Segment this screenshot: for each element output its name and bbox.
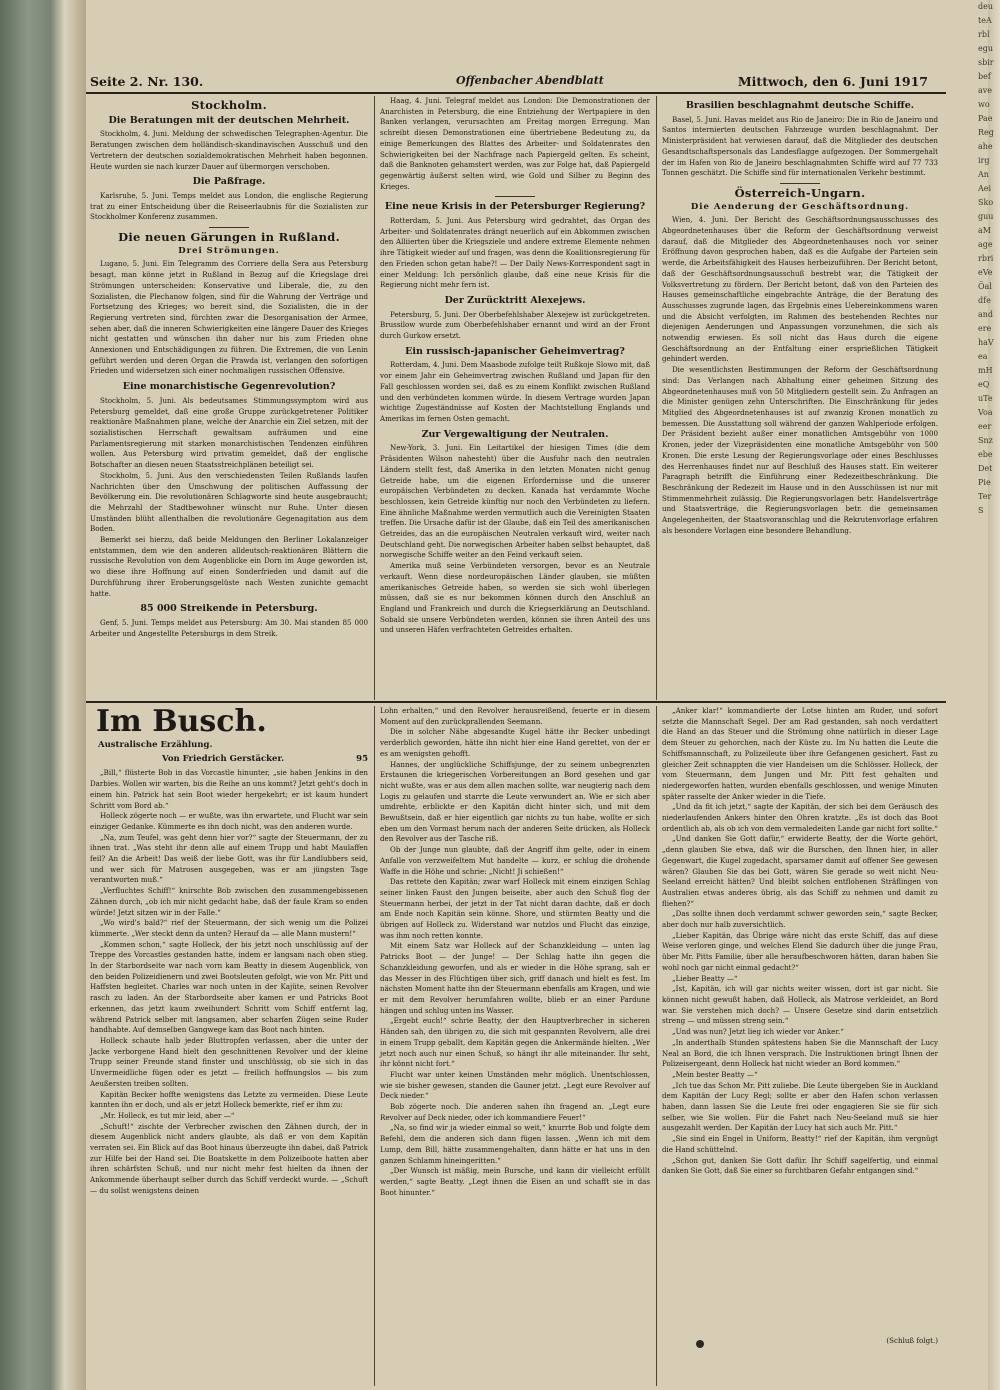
next-page-bleed-text: deuteArblegusbirbefavewoPaeRegaheirgAnAeiSkoguuaMagerbrieVeÖaldfeanderehaVeamHeQuTeVoaeerSnzebeDetPieTerS bbox=[978, 2, 994, 515]
story-paragraph: „Verfluchtes Schiff!“ knirschte Bob zwischen den zusammengebissenen Zähnen durch, „ob ich mir nicht gedacht habe, daß der faule Kram so enden würde! Jetzt sitzen wir in der Falle.“ bbox=[90, 886, 368, 917]
story-paragraph: „Schuft!“ zischte der Verbrecher zwischen den Zähnen durch, der in diesem Augenblick nicht anders glaubte, als daß er von dem Kapitän verraten sei. Ein Blick auf das Boot hinaus überzeugte ihn dabei, daß Patrick zur Hilfe bei der Hand sei. Die Boatskette in dem Polizeiboote hatten aber ihren schärfsten Schuß, und nur nicht mehr fest hielten da ihnen der Ankommende überhaupt selber durch das Schiff verdeckt wurde. — „Schuft — du sollst wenigstens deinen bbox=[90, 1121, 368, 1195]
story-paragraph: Flucht war unter keinen Umständen mehr möglich. Unentschlossen, wie sie bisher gewesen, standen die Gauner jetzt. „Legt eure Revolver auf Deck nieder.“ bbox=[380, 1069, 650, 1101]
story-paragraph: Ob der Junge nun glaubte, daß der Angriff ihm gelte, oder in einem Anfalle von verzweifeltem Mut handelte — kurz, er schlug die drohende Waffe in die Höhe und schrie: „Nicht! Ji schießen!“ bbox=[380, 845, 650, 876]
story-paragraph: „Wo wird's bald?“ rief der Steuermann, der sich wenig um die Polizei kümmerte. „Wer steckt denn da unten? Herauf da — alle Mann mustern!“ bbox=[90, 918, 368, 938]
story-paragraph: Holleck zögerte noch — er wußte, was ihn erwartete, und Flucht war sein einziger Gedanke. Kümmerte es ihn doch nicht, was den anderen wurde. bbox=[90, 811, 368, 831]
subheading-stroemungen: Drei Strömungen. bbox=[178, 245, 280, 256]
column-2 bbox=[380, 96, 650, 700]
heading-oesterreich: Österreich-Ungarn. bbox=[734, 185, 866, 200]
heading-passfrage: Die Paßfrage. bbox=[192, 176, 266, 188]
story-paragraph: „Ergebt euch!“ schrie Beatty, der den Hauptverbrecher in sicheren Händen sah, den übrigen zu, die sich mit gespannten Revolvern, alle drei in einem Trupp geballt, dem Kapitän gegen die Ankermände hielten. „Wer jetzt noch auch nur einen Schuß, so hängt ihr alle miteinander. Ihr seht, ihr könnt nicht fort.“ bbox=[380, 1016, 650, 1069]
article-paragraph: Karlsruhe, 5. Juni. Temps meldet aus London, die englische Regierung trat zu einer Entscheidung über die Reiseerlaubnis für die Sozialisten zur Stockholmer Konferenz zusammen. bbox=[90, 190, 368, 222]
story-author-name: Von Friedrich Gerstäcker. bbox=[162, 753, 285, 764]
article-paragraph: Haag, 4. Juni. Telegraf meldet aus London: Die Demonstrationen der Anarchisten in Petersburg, die eine Entziehung der Wertpapiere in den Banken verlangen, verursachten am Freitag morgen Erregung. Man schreibt diesen Demonstrationen eine übertriebene Bedeutung zu, da einige Bemerkungen des Blattes des Arbeiter- und Soldatenrates den Schwierigkeiten bei der Nachfrage nach Papiergeld gelten. Es scheint, daß die Banknoten gehamstert werden, was zur Folge hat, daß Papiergeld gegenwärtig äußerst selten wird, wie Gold und Silber zu Beginn des Krieges. bbox=[380, 96, 650, 191]
story-title: Im Busch. bbox=[96, 704, 267, 739]
heading-geheimvertrag: Ein russisch-japanischer Geheimvertrag? bbox=[405, 345, 625, 357]
story-paragraph: „Ist, Kapitän, ich will gar nichts weiter wissen, dort ist gar nicht. Sie können nicht gewußt haben, daß Holleck, als Matrose verkleidet, an Bord war. Sie verstehen mich doch? — Unsere Gesetze sind darin entsetzlich streng — und müssen streng sein.“ bbox=[662, 984, 938, 1026]
story-column-2 bbox=[380, 706, 650, 1386]
story-paragraph: „Anker klar!“ kommandierte der Lotse hinten am Ruder, und sofort setzte die Mannschaft Segel. Der am Rad gestanden, sah noch verdattert die Hand an das Steuer und die Strömung ohne natürlich in dieser Lage dem Steuer zu gehorchen, nach der Küste zu. Im Nu hatten die Leute die Schiffsmannschaft, zu Polizeileute über ihre Gefangenen gesichert. Fast zu gleicher Zeit schnappten die vier Handeisen um die Schlösser. Holleck, der vom Steuermann, dem Jungen und Mr. Pitt fest gehalten und niedergeworfen hatten, wurden ebenfalls geschlossen, und wenige Minuten später rasselte der Anker wieder in die Tiefe. bbox=[662, 706, 938, 801]
heading-stockholm: Stockholm. bbox=[191, 98, 267, 112]
article-paragraph: New-York, 3. Juni. Ein Leitartikel der hiesigen Times (die dem Präsidenten Wilson nahesteht) über die Ausfuhr nach den neutralen Ländern stellt fest, daß Amerika in den letzten Monaten nicht genug Getreide habe, um die eigenen Erfordernisse und die unserer europäischen Verbündeten zu decken. Kanada hat verdammte Woche beschlossen, kein Getreide künftig nur noch den Verbündeten zu liefern. Eine ähnliche Maßnahme werden vermutlich auch die Vereinigten Staaten treffen. Die Ursache dafür ist der Glaube, daß ein Teil des amerikanischen Getreides, das an die europäischen Neutralen verkauft wird, weiter nach Deutschland geht. Die norwegischen Arbeiter haben selbst behauptet, daß norwegische Schiffe weiter an den Feind verkauft seien. bbox=[380, 443, 650, 560]
heading-gegenrevolution: Eine monarchistische Gegenrevolution? bbox=[122, 381, 336, 393]
story-paragraph: „Und danken Sie Gott dafür,“ erwiderte Beatty, der die Worte gehört, „denn glauben Sie etwa, daß wir die Burschen, den Ihnen hier, in aller Gegenwart, die Kugel zugedacht, sparsamer damit auf offener See gewesen wären? Glauben Sie das bei Gott, wären Sie gerade so weit nicht Neu-Seeland erreicht hätten? Und bleibt solchen entflohenen Sträflingen von Australien etwas anderes übrig, als das Schiff zu nehmen und damit zu fliehen?“ bbox=[662, 834, 938, 908]
story-paragraph: „Kommen schon,“ sagte Holleck, der bis jetzt noch unschlüssig auf der Treppe des Vorcastles gestanden hatte, indem er langsam nach oben stieg. In der Starbordseite war nach vorn kam Beatty in diesem Augenblick, von den beiden Polizeidienern und zwei Bootsleuten gefolgt, wie von Mr. Pitt und Haffsten begleitet. Charles war noch unten in der Kajüte, seinen Revolver rasch zu laden. An der Starbordseite aber kamen er und Patricks Boot erkennen, das jetzt kaum zweihundert Schritt vom Schiff entfernt lag, während Patrick selber mit langsamen, aber scharfen Zügen seine Ruder handhabte. Auf demselben Gangwege kam das Boot nach hinten. bbox=[90, 939, 368, 1035]
story-subtitle: Australische Erzählung. bbox=[98, 740, 213, 750]
article-paragraph: Stockholm, 5. Juni. Aus den verschiedensten Teilen Rußlands laufen Nachrichten über den Umschwung der politischen Auffassung der Bevölkerung ein. Die revolutionären Schlagworte sind heute ausgebraucht; die Mehrzahl der Stadtbewohner wünscht nur Ruhe. Unter diesen Umständen blüht allenthalben die revolutionäre Gegenagitation aus dem Boden. bbox=[90, 470, 368, 534]
story-paragraph: „Bill,“ flüsterte Bob in das Vorcastle hinunter, „sie haben Jenkins in den Darbies. Wollen wir warten, bis die Reihe an uns kommt? Jetzt geht's doch in einem hin. Patrick hat sein Boot wieder hergekehrt; er ist kaum hundert Schritt vom Bord ab.“ bbox=[90, 768, 368, 810]
next-page-edge bbox=[978, 0, 1000, 1390]
story-paragraph: Lohn erhalten,“ und den Revolver herausreißend, feuerte er in diesem Moment auf den zurückprallenden Seemann. bbox=[380, 706, 650, 726]
issue-date: Mittwoch, den 6. Juni 1917 bbox=[737, 74, 928, 89]
heading-beratungen: Die Beratungen mit der deutschen Mehrheit. bbox=[108, 114, 350, 126]
heading-brasilien: Brasilien beschlagnahmt deutsche Schiffe. bbox=[685, 100, 915, 111]
article-paragraph: Petersburg, 5. Juni. Der Oberbefehlshaber Alexejew ist zurückgetreten. Brussilow wurde zum Oberbefehlshaber ernannt und wird an der Front durch Gurkow ersetzt. bbox=[380, 309, 650, 341]
story-paragraph: „Und was nun? Jetzt lieg ich wieder vor Anker.“ bbox=[672, 1027, 844, 1037]
article-paragraph: Lugano, 5. Juni. Ein Telegramm des Corriere della Sera aus Petersburg besagt, man könne jetzt in Rußland in Bezug auf die Kriegslage drei Strömungen unterscheiden: Konservative und Liberale, die, zu den Sozialisten, die Plechanow folgen, sind für die Wahrung der Verträge und Fortsetzung des Krieges; wo bereit sind, die Sozialisten, die in der Regierung vertreten sind, fürchten zwar die Desorganisation der Armee, sehen aber, daß die inneren Schwierigkeiten eine längere Dauer des Krieges nicht gestatten und wünschen ihn daher nur bis zum Frieden ohne Annexionen und Entschädigungen zu führen. Die Extremen, die von Lenin geführt werden und deren Organ die Prawda ist, verlangen den sofortigen Frieden und widersetzen sich einer nochmaligen russischen Offensive. bbox=[90, 259, 368, 376]
story-column-1 bbox=[90, 706, 368, 1386]
story-paragraph: Holleck schaute halb jeder Bluttropfen verlassen, aber die unter der Jacke verborgene Hand hielt den geschnittenen Revolver und der kleine Trupp seiner Freunde stand finster und unschlüssig, ob sie sich in das Unvermeidliche fügen oder es jetzt — freilich hoffnungslos — bis zum Aeußersten treiben sollten. bbox=[90, 1035, 368, 1088]
article-paragraph: Stockholm, 5. Juni. Als bedeutsames Stimmungssymptom wird aus Petersburg gemeldet, daß eine große Gruppe zurückgetretener Politiker reaktionäre Maßnahmen plane, welche der Anarchie ein Ziel setzen, mit der sozialistischen Herrschaft gewaltsam aufräumen und eine Parlamentsregierung mit starken monarchistischen Tendenzen einführen wollen. Aus Petersburg wird privatim gemeldet, daß der englische Botschafter an diesen neuen Staatsstreichplänen beteiligt sei. bbox=[90, 395, 368, 470]
masthead: Offenbacher Abendblatt bbox=[456, 74, 604, 87]
story-paragraph: „Lieber Beatty —“ bbox=[672, 973, 738, 983]
continued-note: (Schluß folgt.) bbox=[886, 1336, 938, 1345]
divider bbox=[209, 227, 249, 228]
story-paragraph: „Und da fit ich jetzt,“ sagte der Kapitän, der sich bei dem Geräusch des niederlaufenden Ankers hinter den Ohren kratzte. „Es ist doch das Boot ordentlich ab, als ob ich von dem vermaledeiten Lande gar nicht fort sollte.“ bbox=[662, 802, 938, 833]
story-paragraph: „Ich tue das Schon Mr. Pitt zuliebe. Die Leute übergeben Sie in Auckland dem Kapitän der Lucy Regl; sollte er aber den Hafen schon verlassen haben, dann lassen Sie die Leute frei oder engagieren Sie sie für sich selber, wie Sie wollen. Für die Fahrt nach Neu-Seeland muß sie hier ausgezahlt werden. Der Kapitän der Lucy hat sich auch Mr. Pitt.“ bbox=[662, 1080, 938, 1133]
story-paragraph: Das rettete den Kapitän; zwar warf Holleck mit einem einzigen Schlag seiner linken Faust den Jungen beiseite, aber auch den Schuß flog der Steuermann herbei, der jetzt in der Tat nicht daran dachte, daß er doch am Ende noch Kapitän sein könne. Shore, und stürmten Beatty und die übrigen auf Holleck zu. Widerstand war nutzlos und Flucht das einzige, was ihm noch retten konnte. bbox=[380, 877, 650, 940]
book-binding bbox=[0, 0, 92, 1390]
column-rule bbox=[374, 706, 375, 1386]
article-paragraph: Rotterdam, 4. Juni. Dem Maasbode zufolge teilt Rußkoje Slowo mit, daß vor einem Jahr ein Geheimvertrag zwischen Rußland und Japan für den Fall geschlossen worden sei, daß es zu einem Konflikt zwischen Rußland und den verbündeten kommen würde. In diesem Vertrage wurden Japan wichtige Zugeständnisse auf Kosten der Machtstellung Englands und Amerikas im fernen Osten gemacht. bbox=[380, 360, 650, 423]
column-rule bbox=[656, 96, 657, 700]
article-paragraph: Bemerkt sei hierzu, daß beide Meldungen den Berliner Lokalanzeiger entstammen, dem wie den anderen alldeutsch-reaktionären Blättern die russische Revolution von dem Augenblicke ein Dorn im Auge geworden ist, wo diese ihre Hoffnung auf einen Sonderfrieden und damit auf die Durchführung ihrer Eroberungsgelüste nach Westen zunichte gemacht hatte. bbox=[90, 535, 368, 598]
story-column-3 bbox=[662, 706, 938, 1336]
article-paragraph: Stockholm, 4. Juni. Meldung der schwedischen Telegraphen-Agentur. Die Beratungen zwischen dem holländisch-skandinavischen Ausschuß und den Vertretern der deutschen sozialdemokratischen Mehrheit haben begonnen. Heute wurden sie nach kurzer Dauer auf übermorgen verschoben. bbox=[90, 129, 368, 171]
story-paragraph: „Mr. Holleck, es tut mir leid, aber —“ bbox=[100, 1110, 235, 1120]
story-paragraph: „Das sollte ihnen doch verdammt schwer geworden sein,“ sagte Becker, aber doch nur halb zuversichtlich. bbox=[662, 909, 938, 930]
story-paragraph: „Schon gut, danken Sie Gott dafür. Ihr Schiff sagelfertig, und einmal danken Sie Gott, daß Sie einer so furchtbaren Gefahr entgangen sind.“ bbox=[662, 1155, 938, 1176]
newspaper-page bbox=[86, 0, 988, 1390]
column-1 bbox=[90, 96, 368, 700]
column-3 bbox=[662, 96, 938, 700]
story-paragraph: „Na, so find wir ja wieder einmal so weit,“ knurrte Bob und folgte dem Befehl, dem die anderen sich dann fügen lassen. „Wenn ich mit dem Lump, dem Bill, hätte zusammengehalten, dann hätte er hat uns in den ganzen Schlamm hineingeritten.“ bbox=[380, 1123, 650, 1165]
article-paragraph: Wien, 4. Juni. Der Bericht des Geschäftsordnungsausschusses des Abgeordnetenhauses über die Reform der Geschäftsordnung verweist darauf, daß die Mitglieder des Abgeordnetenhauses noch vor seiner Eröffnung davon gesprochen haben, daß es die Aufgabe der Parteien sein werde, die Arbeitsfähigkeit des Hauses herbeizuführen. Der Bericht betont, daß der Geschäftsordnungsausschuß bestrebt war, die Tätigkeit der Volksvertretung zu fördern. Der Bericht betont, daß von den Parteien des Hauses gemeinschaftliche eingebrachte Anträge, die der Beratung des Ausschusses zugrunde lagen, das Ergebnis eines Uebereinkommens waren und die Absicht verfolgten, im Rahmen des bestehenden Rechtes nur diejenigen Aenderungen und Anpassungen vorzunehmen, die sich als notwendig erwiesen. Es soll nicht das Haus durch die eigene Geschäftsordnung an der Entfaltung einer ersprießlichen Tätigkeit gehindert werden. bbox=[662, 215, 938, 364]
article-paragraph: Rotterdam, 5. Juni. Aus Petersburg wird gedrahtet, das Organ des Arbeiter- und Soldatenrates drängt neuerlich auf ein Abkommen zwischen den Alliierten über die Kriegsziele und andere extreme Elemente nehmen ihre Tätigkeit wieder auf und fragen, was denn die Koalitionsregierung für den Frieden schon getan habe?! — Der Daily News-Korrespondent sagt in einer Meldung: Ich persönlich glaube, daß eine neue Krisis für die Regierung nicht mehr fern ist. bbox=[380, 216, 650, 290]
heading-krisis: Eine neue Krisis in der Petersburger Regierung? bbox=[384, 201, 646, 213]
heading-gaerungen: Die neuen Gärungen in Rußland. bbox=[118, 230, 340, 245]
heading-streikende: 85 000 Streikende in Petersburg. bbox=[140, 603, 318, 615]
story-paragraph: Die in solcher Nähe abgesandte Kugel hätte ihr Becker unbedingt verderblich geworden, hätte ihn nicht hier eine Hand gerettet, von der er es am wenigsten gehofft. bbox=[380, 727, 650, 758]
story-paragraph: Kapitän Becker hoffte wenigstens das Letzte zu vermeiden. Diese Leute kannten ihn er doch, und als er jetzt Holleck bemerkte, rief er ihm zu: bbox=[90, 1089, 368, 1110]
header-rule bbox=[86, 92, 946, 94]
subheading-geschaeftsordnung: Die Aenderung der Geschäftsordnung. bbox=[690, 201, 910, 212]
story-paragraph: „Mein bester Beatty —“ bbox=[672, 1069, 758, 1079]
article-paragraph: Genf, 5. Juni. Temps meldet aus Petersburg: Am 30. Mai standen 85 000 Arbeiter und Angestellte Petersburgs in dem Streik. bbox=[90, 617, 368, 638]
article-paragraph: Amerika muß seine Verbündeten versorgen, bevor es an Neutrale verkauft. Wenn diese nordeuropäischen Länder glauben, sie müßten amerikanisches Getreide haben, so werden sie sich wohl überlegen müssen, daß sie es nur bekommen können durch den Anschluß an England und Frankreich und durch die Kriegserklärung an Deutschland. Sobald sie unsere Verbündeten werden, können sie ihren Anteil des uns und unseren Häfen verfrachteten Getreides erhalten. bbox=[380, 561, 650, 635]
article-paragraph: Die wesentlichsten Bestimmungen der Reform der Geschäftsordnung sind: Das Verlangen nach Abhaltung einer geheimen Sitzung des Abgeordnetenhauses muß von 50 Mitgliedern gestellt sein. Zu Anfragen an die Minister genügen zehn Unterschriften. Die Einschränkung für jedes Mitglied des Abgeordnetenhauses ist auf zwanzig Kronen monatlich zu bemessen. Die Ausstattung soll während der ganzen Wahlperiode erfolgen. Der Präsident bezieht außer einer monatlichen Amtsgebühr von 1000 Kronen, jeder der Vizepräsidenten eine monatliche Amtsgebühr von 500 Kronen. Die erste Lesung der Regierungsvorlage oder eines Beschlusses des Herrenhauses findet nur auf Beschluß des Hauses statt. Ein weiterer Paragraph betrifft die Einführung einer Redezeitbeschränkung. Die Beschränkung der Redezeit im Hause und in den Ausschüssen ist nur mit Stimmenmehrheit zulässig. Die Regierungsvorlagen betr. Handelsverträge und Staatsverträge, die Regierungsvorlagen betr. die gemeinsamen Angelegenheiten, der Staatsvoranschlag und die Rekrutenvorlage erfahren als besondere Vorlagen eine besondere Behandlung. bbox=[662, 365, 938, 535]
installment-number: 95 bbox=[356, 753, 368, 764]
column-rule bbox=[656, 706, 657, 1386]
heading-alexejew: Der Zurücktritt Alexejews. bbox=[444, 294, 586, 306]
heading-neutralen: Zur Vergewaltigung der Neutralen. bbox=[421, 428, 609, 440]
article-paragraph: Basel, 5. Juni. Havas meldet aus Rio de Janeiro: Die in Rio de Janeiro und Santos internierten deutschen Fahrzeuge wurden beschlagnahmt. Der Ministerpräsident hat verwiesen darauf, daß die Mitglieder des deutschen Gesandtschaftspersonals das Landesflagge aufgezogen. Der Sommergehalt der im Hafen von Rio de Janeiro beschlagnahmten Schiffe wird auf 77 733 Tonnen geschätzt. Die Schiffe sind für internationalen Verkehr bestimmt. bbox=[662, 114, 938, 178]
story-paragraph: Mit einem Satz war Holleck auf der Schanzkleidung — unten lag Patricks Boot — der Junge! — Der Schlag hatte ihn gegen die Schanzkleidung geworfen, und als er wieder in die Höhe sprang, sah er das Messer in des Flüchtigen über sich, griff danach und hielt es fest. Im nächsten Moment hatte ihn der Steuermann ebenfalls am Kragen, und wie er mit dem Revolver herumfahren wollte, blieb er an einer Pardune hängen und schlug unten ins Wasser. bbox=[380, 941, 650, 1015]
story-paragraph: „Sie sind ein Engel in Uniform, Beatty!“ rief der Kapitän, ihm vergnügt die Hand schüttelnd. bbox=[662, 1134, 938, 1154]
punch-hole bbox=[696, 1340, 704, 1348]
divider bbox=[780, 183, 820, 184]
story-paragraph: „Na, zum Teufel, was geht denn hier vor?“ sagte der Steuermann, der zu ihnen trat. „Was steht ihr denn alle auf einem Trupp und habt Maulaffen feil? An die Arbeit! Das weiß der liebe Gott, was ihr für Landlubbers seid, und wer sich für Matrosen ausgegeben, was er am jüngsten Tage verantworten muß.“ bbox=[90, 832, 368, 885]
story-paragraph: „Der Wunsch ist mäßig, mein Bursche, und kann dir vielleicht erfüllt werden,“ sagte Beatty. „Legt ihnen die Eisen an und schafft sie in das Boot hinunter.“ bbox=[380, 1166, 650, 1197]
page-number: Seite 2. Nr. 130. bbox=[90, 74, 204, 89]
page-header bbox=[86, 74, 988, 94]
story-paragraph: „Lieber Kapitän, das Übrige wäre nicht das erste Schiff, das auf diese Weise verloren ginge, und welches Elend Sie dadurch über die junge Frau, über Mr. Pitts Familie, über alle heraufbeschworen hätten, daran haben Sie wohl noch gar nicht einmal gedacht?“ bbox=[662, 930, 938, 972]
story-paragraph: Hannes, der unglückliche Schiffsjunge, der zu seinem unbegrenzten Erstaunen die kriegerischen Vorbereitungen an Bord gesehen und gar nicht wußte, was er aus dem allen machen sollte, war neugierig nach dem Logis zu gelaufen und starrte die Leute verwundert an. Wie er sich aber umdrehte, erblickte er den Kapitän dicht hinter sich, und mit dem Bewußtsein, daß er hier eigentlich gar nichts zu tun habe, wollte er sich eben um den Vormast herum nach der anderen Seite drücken, als Holleck den Revolver aus der Tasche riß. bbox=[380, 759, 650, 844]
column-rule bbox=[374, 96, 375, 700]
feuilleton-rule bbox=[86, 701, 946, 703]
story-paragraph: Bob zögerte noch. Die anderen sahen ihn fragend an. „Legt eure Revolver auf Deck nieder, oder ich kommandiere Feuer!“ bbox=[380, 1102, 650, 1122]
divider bbox=[495, 196, 535, 197]
story-author bbox=[90, 754, 368, 765]
story-paragraph: „In anderthalb Stunden spätestens haben Sie die Mannschaft der Lucy Neal an Bord, die ich Ihnen versprach. Die Instruktionen bringt Ihnen der Polizeisergeant, denn Holleck hat nicht wieder an Bord kommen.“ bbox=[662, 1037, 938, 1069]
